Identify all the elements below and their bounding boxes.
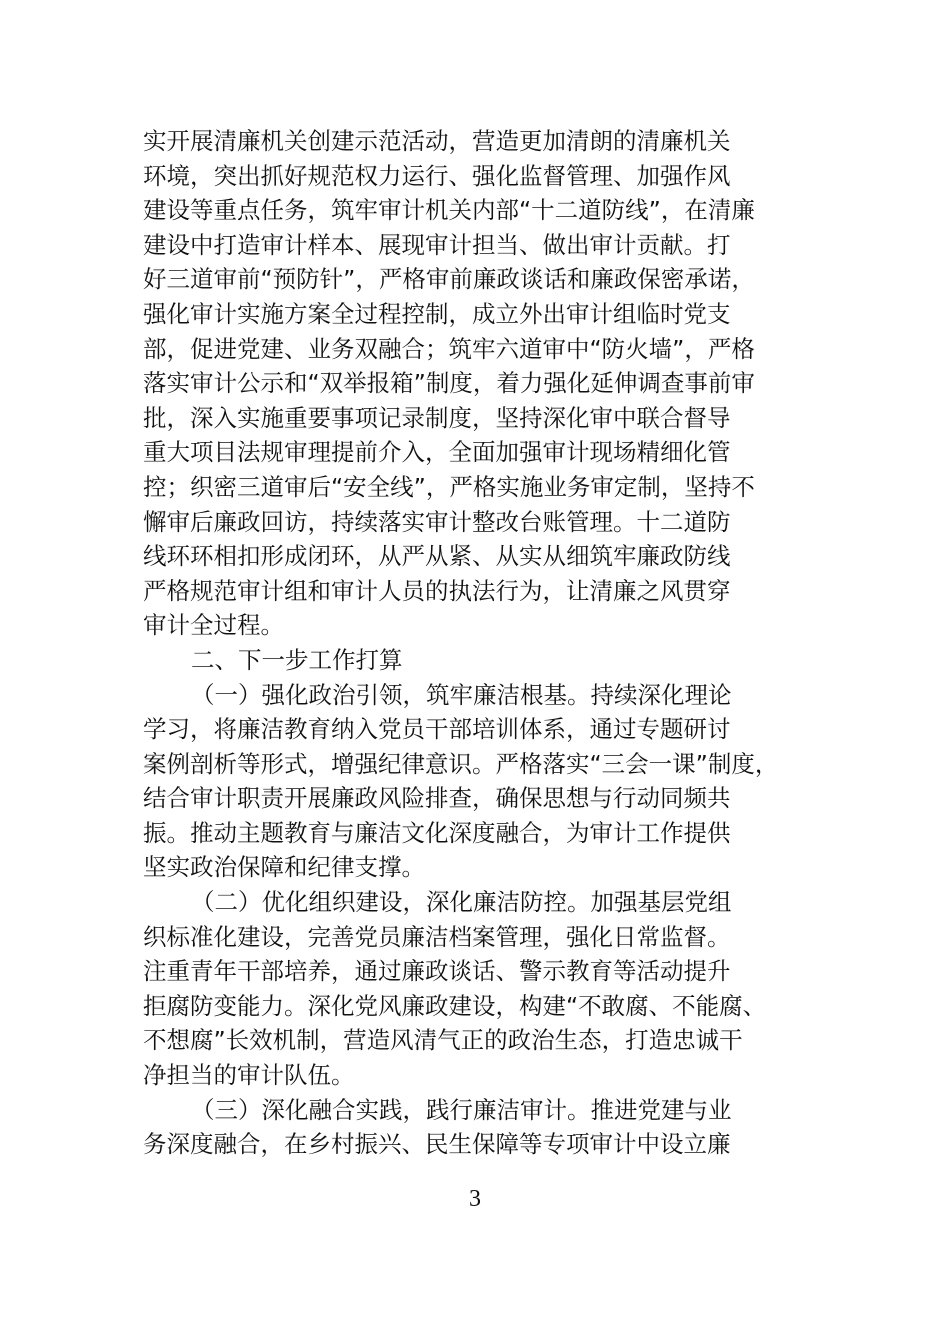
text-line: 织标准化建设，完善党员廉洁档案管理，强化日常监督。	[143, 922, 731, 951]
text-line: 重大项目法规审理提前介入，全面加强审计现场精细化管	[143, 438, 731, 467]
text-line: 学习，将廉洁教育纳入党员干部培训体系，通过专题研讨	[143, 715, 731, 744]
text-line: 好三道审前“预防针”，严格审前廉政谈话和廉政保密承诺，	[143, 265, 755, 294]
text-line: 结合审计职责开展廉政风险排查，确保思想与行动同频共	[143, 784, 731, 813]
section-heading: 二、下一步工作打算	[191, 645, 403, 674]
text-line: 坚实政治保障和纪律支撑。	[143, 853, 425, 882]
text-line: 环境，突出抓好规范权力运行、强化监督管理、加强作风	[143, 161, 731, 190]
text-line: （一）强化政治引领，筑牢廉洁根基。持续深化理论	[191, 680, 732, 709]
text-line: 线环环相扣形成闭环，从严从紧、从实从细筑牢廉政防线	[143, 542, 731, 571]
text-line: 务深度融合，在乡村振兴、民生保障等专项审计中设立廉	[143, 1130, 731, 1159]
text-line: 建设等重点任务，筑牢审计机关内部“十二道防线”，在清廉	[143, 196, 755, 225]
text-line: 强化审计实施方案全过程控制，成立外出审计组临时党支	[143, 299, 731, 328]
text-line: 振。推动主题教育与廉洁文化深度融合，为审计工作提供	[143, 818, 731, 847]
text-line: 建设中打造审计样本、展现审计担当、做出审计贡献。打	[143, 230, 731, 259]
text-line: 净担当的审计队伍。	[143, 1061, 355, 1090]
text-line: 批，深入实施重要事项记录制度，坚持深化审中联合督导	[143, 403, 731, 432]
text-line: （二）优化组织建设，深化廉洁防控。加强基层党组	[191, 888, 732, 917]
text-line: 懈审后廉政回访，持续落实审计整改台账管理。十二道防	[143, 507, 731, 536]
text-line: 拒腐防变能力。深化党风廉政建设，构建“不敢腐、不能腐、	[143, 991, 767, 1020]
text-line: 审计全过程。	[143, 611, 284, 640]
page-number: 3	[469, 1186, 481, 1212]
text-line: （三）深化融合实践，践行廉洁审计。推进党建与业	[191, 1095, 732, 1124]
text-line: 案例剖析等形式，增强纪律意识。严格落实“三会一课”制度，	[143, 749, 779, 778]
text-line: 严格规范审计组和审计人员的执法行为，让清廉之风贯穿	[143, 576, 731, 605]
text-line: 不想腐”长效机制，营造风清气正的政治生态，打造忠诚干	[143, 1026, 743, 1055]
document-body	[143, 124, 833, 1162]
text-line: 落实审计公示和“双举报箱”制度，着力强化延伸调查事前审	[143, 369, 755, 398]
text-line: 注重青年干部培养，通过廉政谈话、警示教育等活动提升	[143, 957, 731, 986]
text-line: 部，促进党建、业务双融合；筑牢六道审中“防火墙”，严格	[143, 334, 755, 363]
text-line: 控；织密三道审后“安全线”，严格实施业务审定制，坚持不	[143, 472, 755, 501]
text-line: 实开展清廉机关创建示范活动，营造更加清朗的清廉机关	[143, 127, 731, 155]
